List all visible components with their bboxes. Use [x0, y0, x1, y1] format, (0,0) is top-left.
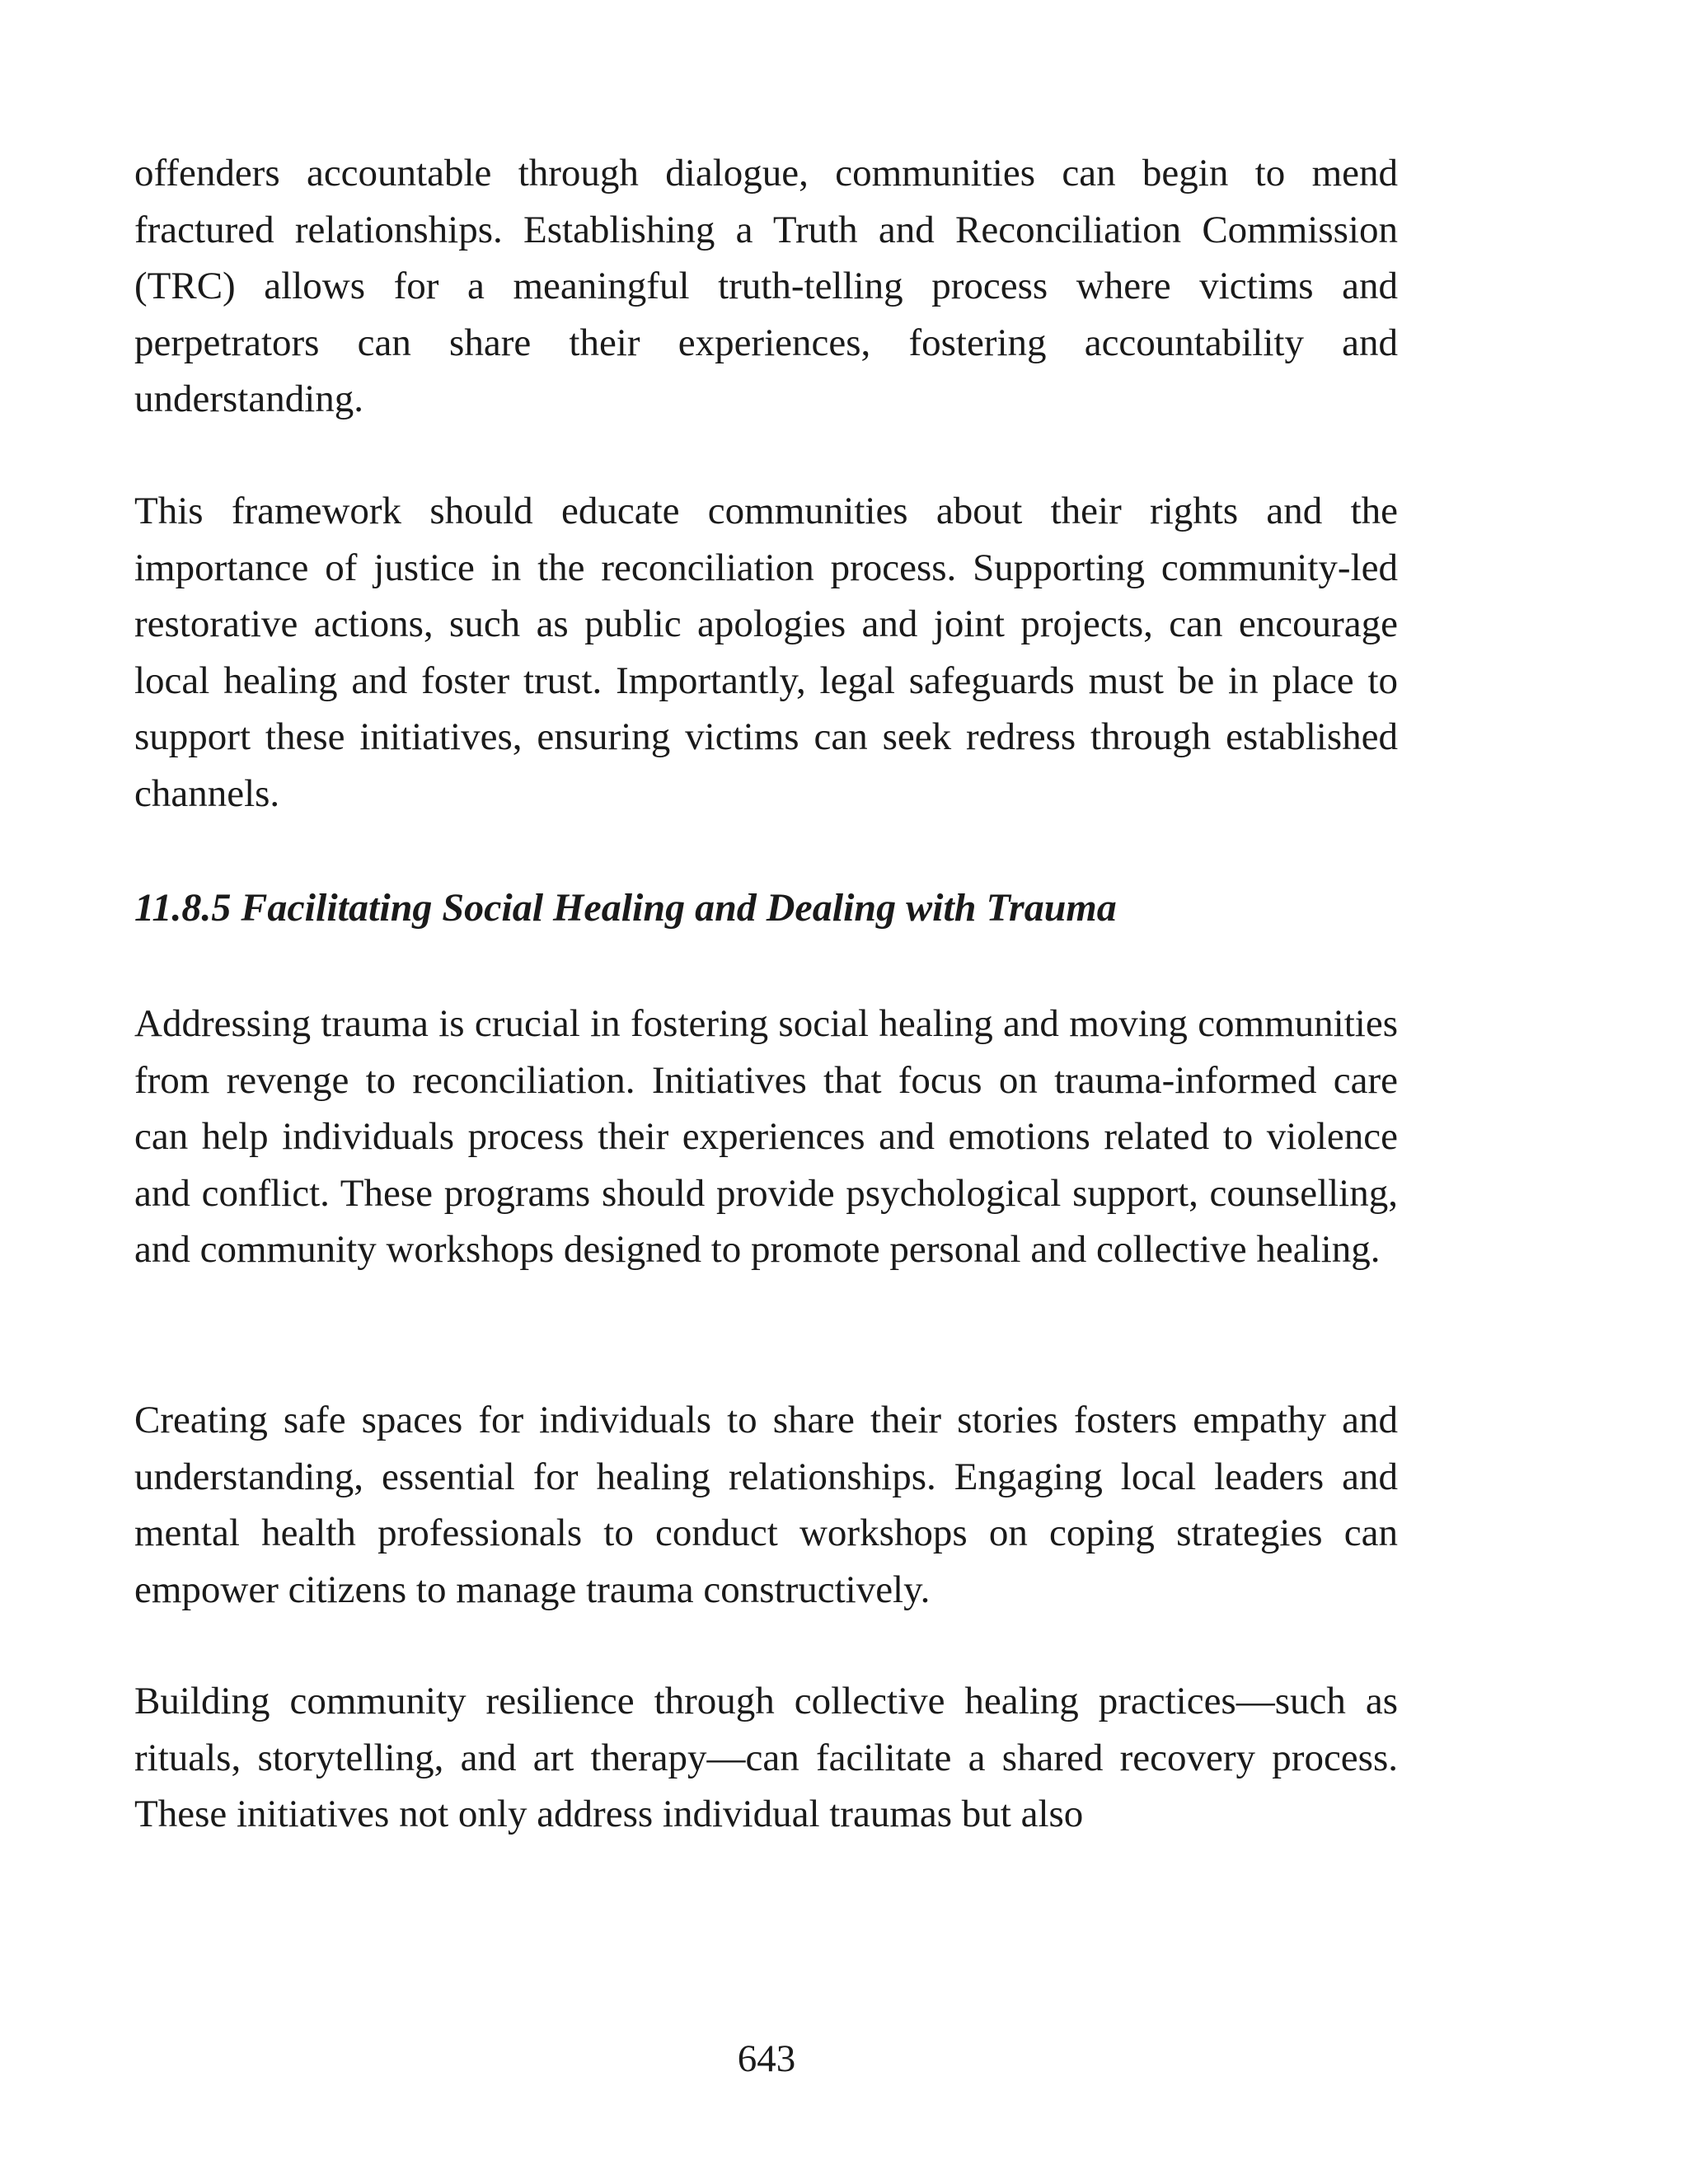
paragraph-3: Addressing trauma is crucial in fostering social healing and moving communities from revenge to reconciliation. Initiatives that focus on trauma-informed care can help individuals process their experiences and emotions related to violence and conflict. These programs should provide psychological support, counselling, and community workshops designed to promote personal and collective healing. — [134, 1002, 1398, 1271]
paragraph-1: offenders accountable through dialogue, communities can begin to mend fractured relationships. Establishing a Truth and Reconciliation Commission (TRC) allows for a meaningful truth-telling process where victims and perpetrators can share their experiences, fostering accountability and understanding. — [134, 152, 1398, 420]
page-number: 643 — [737, 2037, 796, 2080]
paragraph-4: Creating safe spaces for individuals to share their stories fosters empathy and understanding, essential for healing relationships. Engaging local leaders and mental health professionals to conduct workshops on coping strategies can empower citizens to manage trauma constructively. — [134, 1399, 1398, 1611]
paragraph-5: Building community resilience through collective healing practices—such as rituals, storytelling, and art therapy—can facilitate a shared recovery process. These initiatives not only address individual traumas but also — [134, 1680, 1398, 1835]
section-heading: 11.8.5 Facilitating Social Healing and Dealing with Trauma — [134, 886, 1117, 930]
paragraph-2: This framework should educate communities about their rights and the importance of justice in the reconciliation process. Supporting community-led restorative actions, such as public apologies and joint projects, can encourage local healing and foster trust. Importantly, legal safeguards must be in place to support these initiatives, ensuring victims can seek redress through established channels. — [134, 490, 1398, 815]
